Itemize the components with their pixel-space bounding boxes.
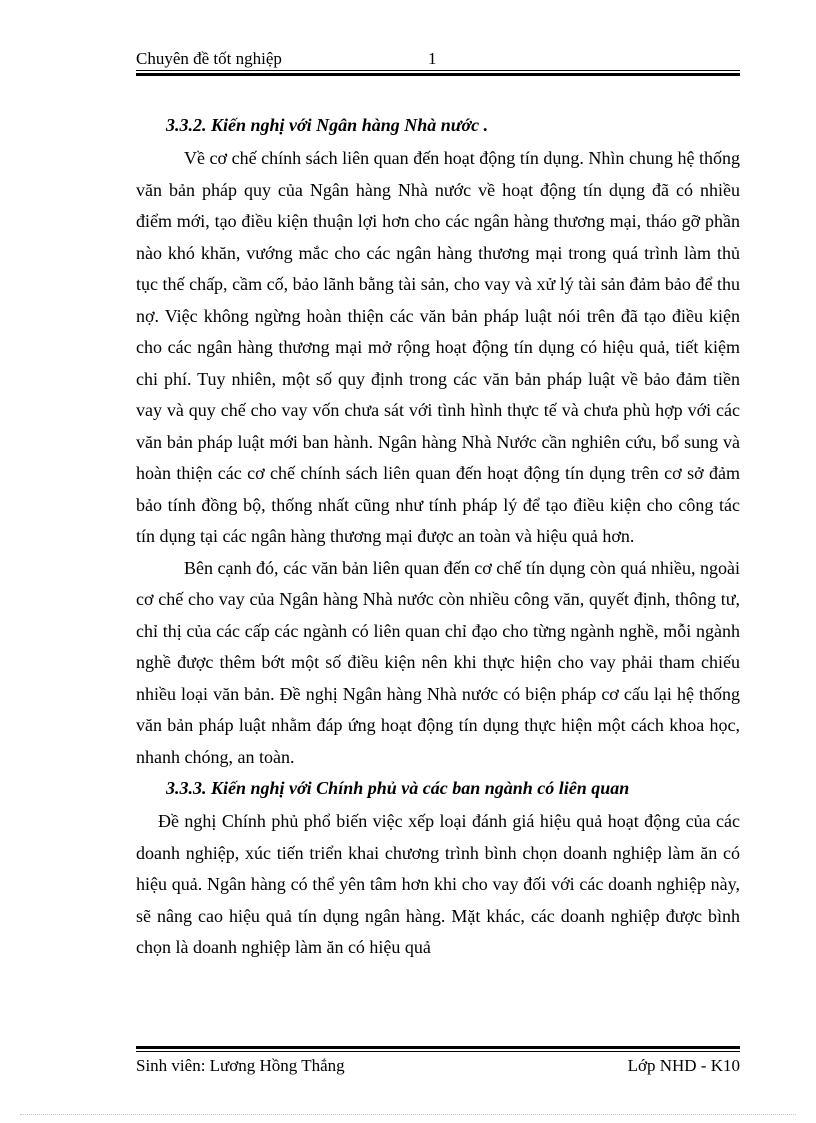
student-name: Sinh viên: Lương Hồng Thắng	[136, 1056, 345, 1075]
paragraph: Đề nghị Chính phủ phổ biến việc xếp loại đánh giá hiệu quả hoạt động của các doanh nghiệp, xúc tiến triển khai chương trình bình chọn doanh nghiệp làm ăn có hiệu quả. Ngân hàng có thể yên tâm hơn khi cho vay đối với các doanh nghiệp này, sẽ nâng cao hiệu quả tín dụng ngân hàng. Mặt khác, các doanh nghiệp được bình chọn là doanh nghiệp làm ăn có hiệu quả	[136, 811, 740, 957]
paragraph: Bên cạnh đó, các văn bản liên quan đến cơ chế tín dụng còn quá nhiều, ngoài cơ chế cho vay của Ngân hàng Nhà nước còn nhiều công văn, quyết định, thông tư, chỉ thị của các cấp các ngành có liên quan chỉ đạo cho từng ngành nghề, mỗi ngành nghề được thêm bớt một số điều kiện nên khi thực hiện cho vay phải tham chiếu nhiều loại văn bản. Đề nghị Ngân hàng Nhà nước có biện pháp cơ cấu lại hệ thống văn bản pháp luật nhằm đáp ứng hoạt động tín dụng thực hiện một cách khoa học, nhanh chóng, an toàn.	[136, 557, 740, 767]
footer-rule-thick	[136, 1046, 740, 1049]
page-number: 1	[428, 49, 437, 68]
document-title: Chuyên đề tốt nghiệp	[136, 49, 282, 68]
document-body	[136, 110, 740, 964]
class-code: Lớp NHD - K10	[627, 1056, 740, 1075]
section-heading: 3.3.3. Kiến nghị với Chính phủ và các ban ngành có liên quan	[166, 778, 630, 798]
page-edge-divider	[20, 1114, 796, 1115]
header-rule-thick	[136, 73, 740, 76]
footer-rule-thin	[136, 1051, 740, 1052]
paragraph: Về cơ chế chính sách liên quan đến hoạt động tín dụng. Nhìn chung hệ thống văn bản pháp quy của Ngân hàng Nhà nước về hoạt động tín dụng đã có nhiều điểm mới, tạo điều kiện thuận lợi hơn cho các ngân hàng thương mại, tháo gỡ phần nào khó khăn, vướng mắc cho các ngân hàng thương mại trong quá trình làm thủ tục thế chấp, cầm cố, bảo lãnh bằng tài sản, cho vay và xử lý tài sản đảm bảo để thu nợ. Việc không ngừng hoàn thiện các văn bản pháp luật nói trên đã tạo điều kiện cho các ngân hàng thương mại mở rộng hoạt động tín dụng có hiệu quả, tiết kiệm chi phí. Tuy nhiên, một số quy định trong các văn bản pháp luật về bảo đảm tiền vay và quy chế cho vay vốn chưa sát với tình hình thực tế và chưa phù hợp với các văn bản pháp luật mới ban hành. Ngân hàng Nhà Nước cần nghiên cứu, bổ sung và hoàn thiện các cơ chế chính sách liên quan đến hoạt động tín dụng trên cơ sở đảm bảo tính đồng bộ, thống nhất cũng như tính pháp lý để tạo điều kiện cho công tác tín dụng tại các ngân hàng thương mại được an toàn và hiệu quả hơn.	[136, 148, 740, 546]
header-rule-thin	[136, 70, 740, 71]
section-heading: 3.3.2. Kiến nghị với Ngân hàng Nhà nước .	[166, 115, 489, 135]
page-header	[136, 47, 740, 69]
